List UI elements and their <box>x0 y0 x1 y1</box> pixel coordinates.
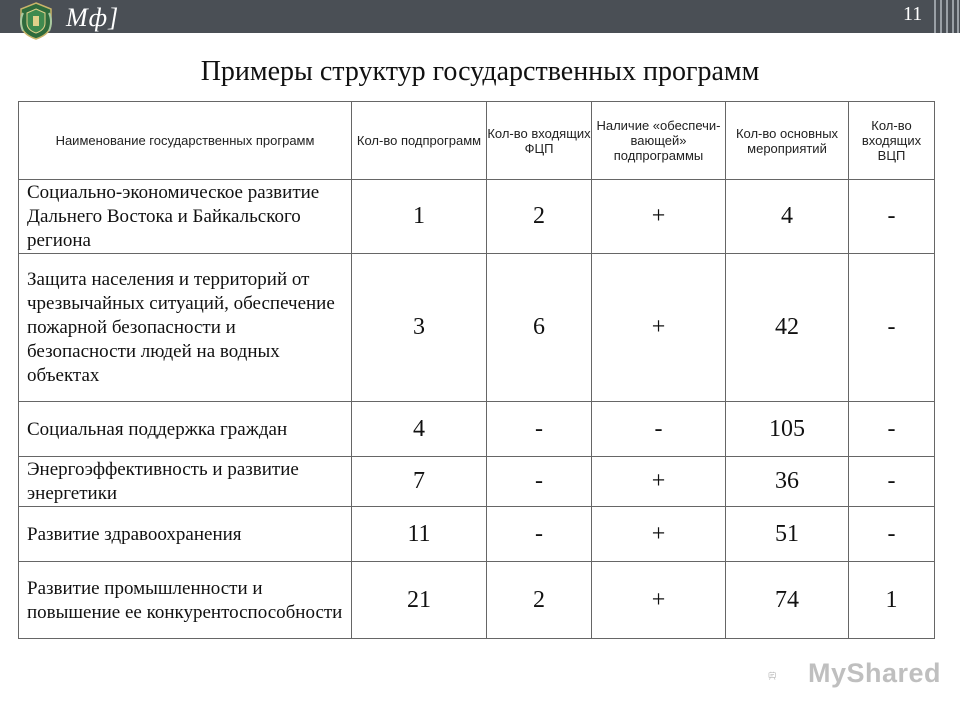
decorative-stripes <box>932 0 960 33</box>
table-row <box>19 180 935 254</box>
table-row <box>19 402 935 457</box>
subprograms-cell: 7 <box>352 457 487 507</box>
column-header-fcp: Кол-во входящих ФЦП <box>487 102 592 180</box>
main-activities-cell: 42 <box>726 254 849 402</box>
main-activities-cell: 105 <box>726 402 849 457</box>
column-header-program-name: Наименование государственных программ <box>19 102 352 180</box>
fcp-cell: 2 <box>487 562 592 639</box>
table-row <box>19 562 935 639</box>
column-header-main-activities: Кол-во основных мероприятий <box>726 102 849 180</box>
program-name-cell: Энергоэффективность и развитие энергетики <box>19 457 352 507</box>
vcp-cell: 1 <box>849 562 935 639</box>
watermark-text: MyShared <box>808 658 942 688</box>
vcp-cell: - <box>849 254 935 402</box>
vcp-cell: - <box>849 402 935 457</box>
vcp-cell: - <box>849 507 935 562</box>
brand-label: Мф] <box>66 3 120 32</box>
subprograms-cell: 4 <box>352 402 487 457</box>
program-name-cell: Социально-экономическое развитие Дальнего Востока и Байкальского региона <box>19 180 352 254</box>
program-name-cell: Защита населения и территорий от чрезвычайных ситуаций, обеспечение пожарной безопасности и безопасности людей на водных объектах <box>19 254 352 402</box>
support-subprogram-cell: - <box>592 402 726 457</box>
support-subprogram-cell: + <box>592 507 726 562</box>
subprograms-cell: 1 <box>352 180 487 254</box>
column-header-support-subprogram: Наличие «обеспечи-вающей» подпрограммы <box>592 102 726 180</box>
subprograms-cell: 11 <box>352 507 487 562</box>
program-name-cell: Развитие здравоохранения <box>19 507 352 562</box>
fcp-cell: - <box>487 402 592 457</box>
table-header-row <box>19 102 935 180</box>
table-row <box>19 457 935 507</box>
subprograms-cell: 21 <box>352 562 487 639</box>
support-subprogram-cell: + <box>592 180 726 254</box>
vcp-cell: - <box>849 457 935 507</box>
main-activities-cell: 74 <box>726 562 849 639</box>
fcp-cell: - <box>487 507 592 562</box>
presentation-board-icon <box>768 656 808 696</box>
slide-number: 11 <box>903 3 923 25</box>
fcp-cell: 6 <box>487 254 592 402</box>
main-activities-cell: 36 <box>726 457 849 507</box>
fcp-cell: - <box>487 457 592 507</box>
support-subprogram-cell: + <box>592 457 726 507</box>
vcp-cell: - <box>849 180 935 254</box>
fcp-cell: 2 <box>487 180 592 254</box>
ministry-emblem-icon <box>15 1 57 41</box>
main-activities-cell: 51 <box>726 507 849 562</box>
program-name-cell: Развитие промышленности и повышение ее конкурентоспособности <box>19 562 352 639</box>
column-header-vcp: Кол-во входящих ВЦП <box>849 102 935 180</box>
table-row <box>19 507 935 562</box>
support-subprogram-cell: + <box>592 254 726 402</box>
column-header-subprograms: Кол-во подпрограмм <box>352 102 487 180</box>
top-bar <box>0 0 960 33</box>
table-row <box>19 254 935 402</box>
main-activities-cell: 4 <box>726 180 849 254</box>
subprograms-cell: 3 <box>352 254 487 402</box>
programs-table <box>18 101 935 639</box>
program-name-cell: Социальная поддержка граждан <box>19 402 352 457</box>
page-title: Примеры структур государственных программ <box>200 56 760 87</box>
support-subprogram-cell: + <box>592 562 726 639</box>
